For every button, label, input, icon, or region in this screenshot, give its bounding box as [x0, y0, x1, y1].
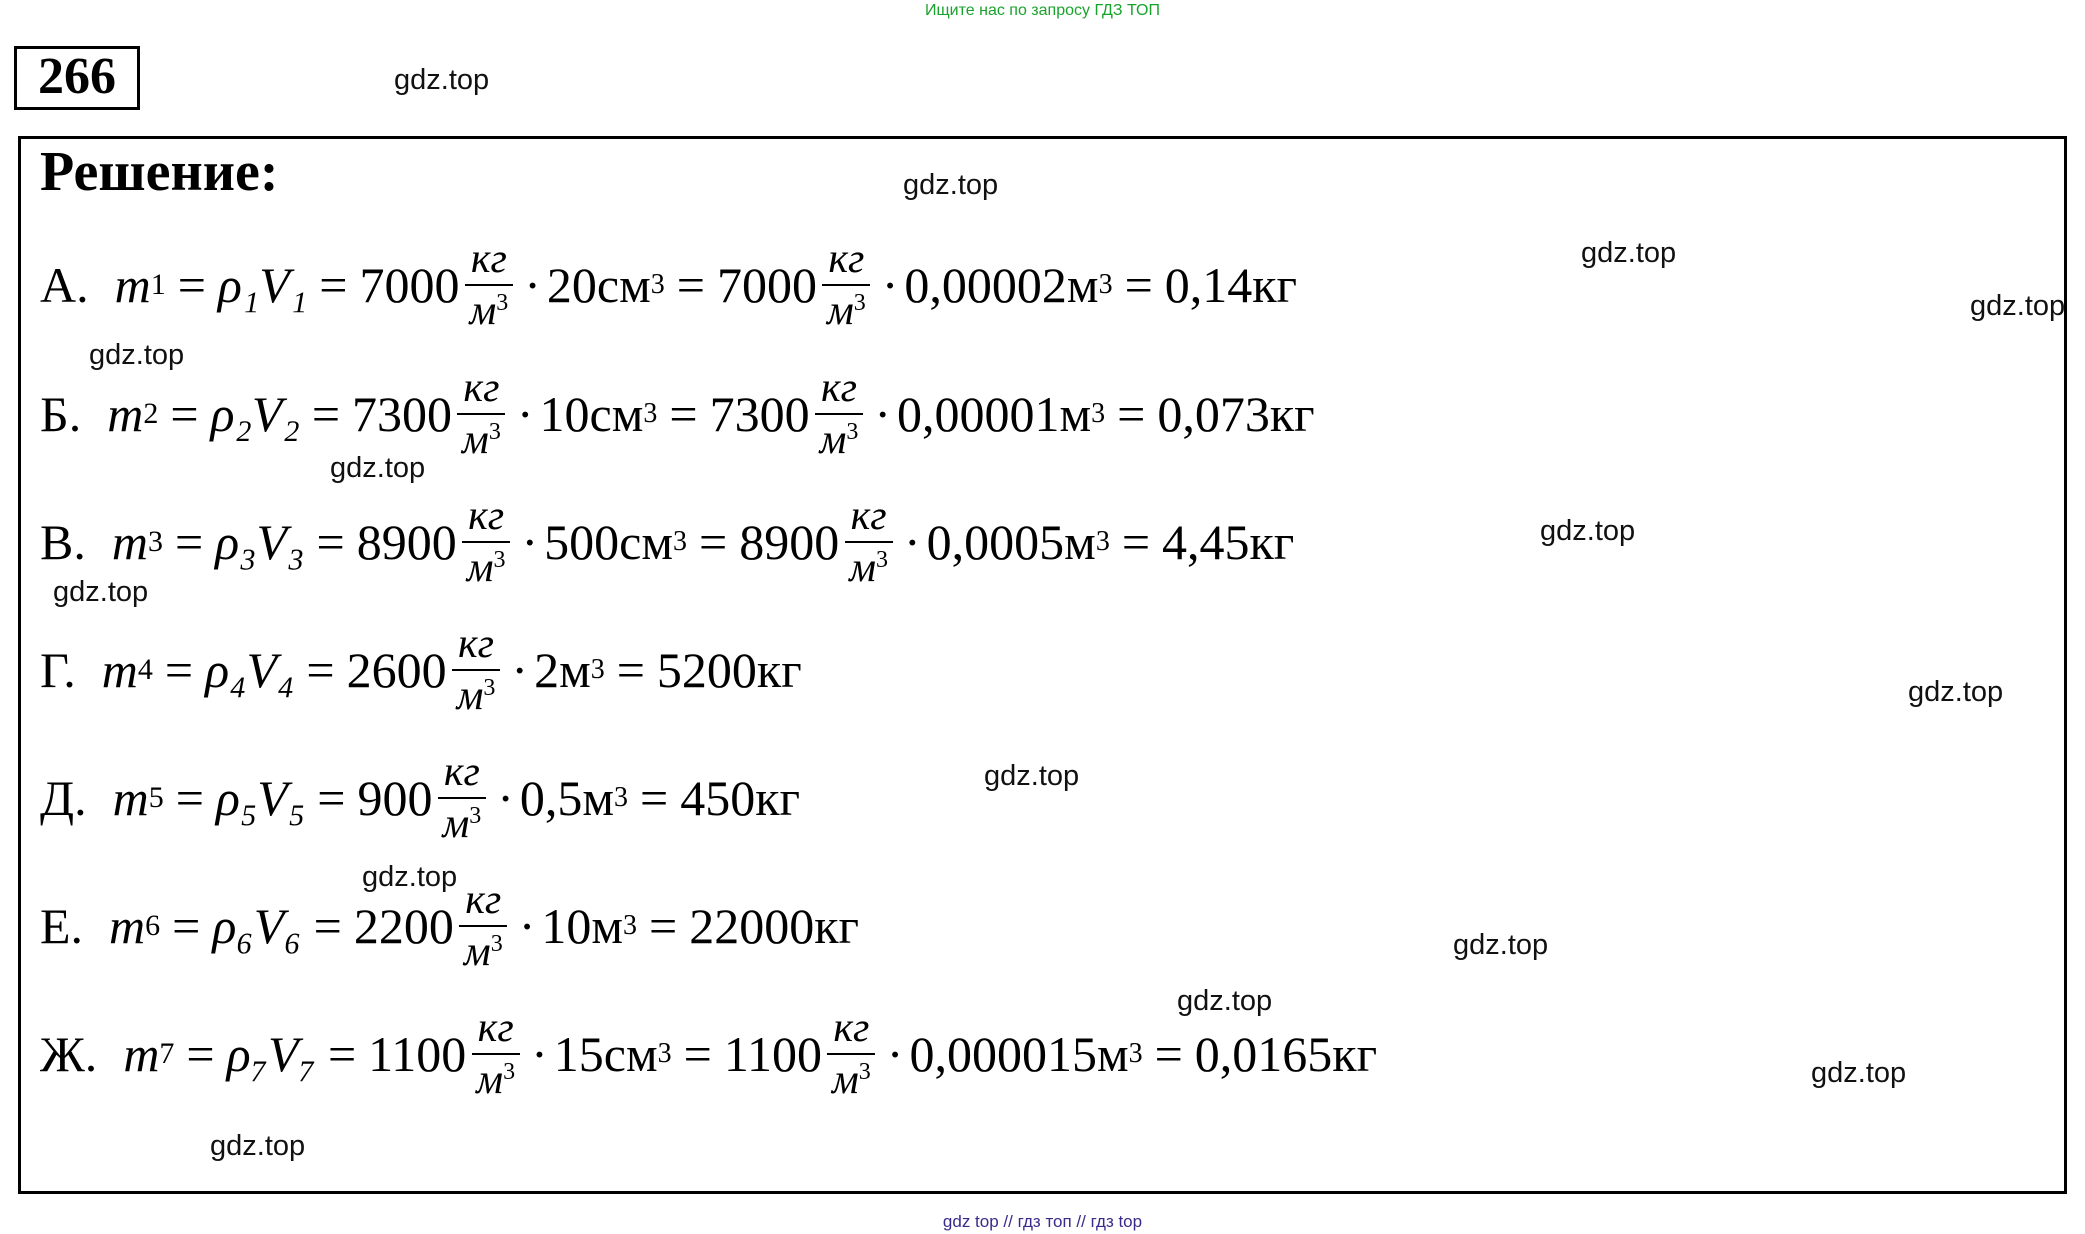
density-value: 2200: [353, 898, 454, 954]
volume-given: 10см: [539, 386, 644, 442]
density-volume-symbol: ρ₃V₃: [215, 514, 305, 570]
volume-exponent: 3: [1128, 1038, 1143, 1069]
unit-denominator-text: м: [849, 545, 877, 591]
solution-line-a: [40, 225, 1297, 345]
unit-numerator: кг: [457, 367, 505, 415]
line-letter: Г.: [40, 642, 76, 698]
density-value: 2600: [346, 642, 447, 698]
mass-index: 3: [147, 525, 163, 558]
volume-given: 10м: [541, 898, 623, 954]
mass-index: 1: [150, 268, 166, 301]
unit-fraction: [814, 367, 865, 461]
volume-si: 0,000015м: [909, 1026, 1129, 1082]
multiply-dot: ·: [518, 898, 536, 954]
mass-result: 5200кг: [656, 642, 802, 698]
mass-result: 0,0165кг: [1194, 1026, 1378, 1082]
watermark: gdz.top: [984, 760, 1080, 792]
volume-exponent: 3: [1095, 526, 1110, 557]
mass-index: 4: [137, 653, 153, 686]
equals-sign: =: [186, 1026, 215, 1082]
mass-symbol: m: [123, 1026, 160, 1082]
watermark: gdz.top: [1540, 515, 1636, 547]
volume-given: 20см: [546, 257, 651, 313]
equals-sign: =: [172, 898, 201, 954]
equals-sign: =: [669, 386, 698, 442]
unit-denominator-text: м: [442, 801, 470, 847]
density-volume-symbol: ρ₁V₁: [217, 257, 308, 313]
unit-numerator: кг: [459, 879, 507, 927]
unit-denominator-text: м: [463, 929, 491, 975]
unit-exponent: 3: [496, 290, 509, 316]
unit-denominator-text: м: [469, 288, 497, 334]
multiply-dot: ·: [881, 257, 899, 313]
volume-si: 0,0005м: [926, 514, 1096, 570]
watermark: gdz.top: [53, 576, 149, 608]
volume-given: 15см: [553, 1026, 658, 1082]
volume-si: 0,00002м: [904, 257, 1099, 313]
unit-exponent: 3: [483, 675, 496, 701]
mass-index: 2: [143, 397, 159, 430]
equals-sign: =: [316, 514, 345, 570]
unit-numerator: кг: [827, 1007, 875, 1055]
unit-fraction: [843, 495, 894, 589]
unit-denominator: [843, 543, 894, 589]
multiply-dot: ·: [511, 642, 529, 698]
unit-exponent: 3: [469, 803, 482, 829]
density-volume-symbol: ρ₇V₇: [226, 1026, 316, 1082]
equals-sign: =: [311, 386, 341, 442]
multiply-dot: ·: [904, 514, 921, 570]
line-letter: В.: [40, 514, 86, 570]
unit-fraction: [436, 751, 487, 845]
unit-denominator: [821, 286, 872, 332]
density-volume-symbol: ρ₆V₆: [212, 898, 302, 954]
equals-sign: =: [616, 642, 645, 698]
equals-sign: =: [170, 386, 199, 442]
volume-exponent: 3: [590, 654, 605, 685]
unit-denominator: [456, 415, 507, 461]
multiply-dot: ·: [516, 386, 534, 442]
equals-sign: =: [699, 514, 728, 570]
watermark: gdz.top: [1581, 237, 1677, 269]
volume-given: 500см: [544, 514, 673, 570]
equals-sign: =: [164, 642, 194, 698]
unit-denominator: [463, 286, 514, 332]
unit-exponent: 3: [493, 547, 506, 573]
line-letter: Д.: [40, 770, 87, 826]
multiply-dot: ·: [531, 1026, 548, 1082]
unit-fraction: [456, 367, 507, 461]
unit-denominator-text: м: [826, 288, 854, 334]
unit-numerator: кг: [822, 238, 870, 286]
volume-exponent: 3: [673, 526, 687, 557]
watermark: gdz.top: [330, 452, 426, 484]
watermark: gdz.top: [394, 64, 490, 96]
watermark: gdz.top: [1177, 985, 1273, 1017]
density-value: 1100: [368, 1026, 467, 1082]
mass-result: 0,14кг: [1164, 257, 1298, 313]
mass-symbol: m: [101, 642, 138, 698]
equals-sign: =: [174, 514, 204, 570]
unit-numerator: кг: [462, 495, 510, 543]
equals-sign: =: [317, 770, 346, 826]
multiply-dot: ·: [524, 257, 541, 313]
equals-sign: =: [175, 770, 204, 826]
equals-sign: =: [1121, 514, 1151, 570]
line-letter: Ж.: [40, 1026, 98, 1082]
volume-given: 0,5м: [519, 770, 615, 826]
task-number: 266: [14, 46, 140, 110]
footer-text: gdz top // гдз топ // гдз top: [942, 1212, 1143, 1231]
unit-denominator: [826, 1055, 877, 1101]
volume-exponent: 3: [643, 398, 658, 429]
multiply-dot: ·: [874, 386, 892, 442]
volume-given: 2м: [534, 642, 591, 698]
mass-result: 450кг: [680, 770, 801, 826]
unit-denominator: [470, 1055, 521, 1101]
line-letter: Е.: [40, 898, 84, 954]
unit-exponent: 3: [853, 290, 866, 316]
unit-denominator-text: м: [466, 545, 494, 591]
unit-fraction: [826, 1007, 877, 1101]
density-volume-symbol: ρ₂V₂: [210, 386, 300, 442]
solution-title: Решение:: [40, 141, 279, 203]
density-volume-symbol: ρ₅V₅: [215, 770, 306, 826]
equals-sign: =: [683, 1026, 712, 1082]
unit-denominator-text: м: [819, 417, 847, 463]
unit-exponent: 3: [846, 419, 859, 445]
top-banner: Ищите нас по запросу ГДЗ ТОП: [925, 2, 1160, 19]
watermark: gdz.top: [1970, 290, 2066, 322]
watermark: gdz.top: [1811, 1057, 1907, 1089]
watermark: gdz.top: [89, 339, 185, 371]
unit-denominator: [814, 415, 865, 461]
volume-exponent: 3: [657, 1038, 672, 1069]
density-value-repeat: 7000: [716, 257, 817, 313]
equals-sign: =: [1117, 386, 1146, 442]
solution-line-v: [40, 482, 1294, 602]
unit-fraction: [821, 238, 872, 332]
unit-numerator: кг: [845, 495, 893, 543]
watermark: gdz.top: [1908, 676, 2004, 708]
line-letter: Б.: [40, 386, 82, 442]
mass-index: 5: [148, 781, 164, 814]
unit-exponent: 3: [858, 1059, 871, 1085]
multiply-dot: ·: [497, 770, 514, 826]
unit-exponent: 3: [488, 419, 501, 445]
density-value-repeat: 7300: [709, 386, 810, 442]
unit-numerator: кг: [815, 367, 863, 415]
unit-exponent: 3: [876, 547, 889, 573]
mass-symbol: m: [111, 514, 148, 570]
multiply-dot: ·: [886, 1026, 904, 1082]
watermark: gdz.top: [362, 861, 458, 893]
watermark: gdz.top: [903, 169, 999, 201]
mass-symbol: m: [112, 770, 149, 826]
equals-sign: =: [648, 898, 678, 954]
density-value: 7300: [352, 386, 453, 442]
mass-result: 0,073кг: [1157, 386, 1315, 442]
line-letter: А.: [40, 257, 89, 313]
volume-si: 0,00001м: [897, 386, 1092, 442]
equals-sign: =: [640, 770, 669, 826]
unit-numerator: кг: [438, 751, 486, 799]
equals-sign: =: [177, 257, 206, 313]
watermark: gdz.top: [1453, 929, 1549, 961]
unit-denominator-text: м: [831, 1057, 859, 1103]
unit-numerator: кг: [472, 1007, 520, 1055]
equals-sign: =: [327, 1026, 357, 1082]
volume-exponent: 3: [1098, 269, 1113, 300]
unit-numerator: кг: [452, 623, 500, 671]
density-value-repeat: 8900: [739, 514, 840, 570]
equals-sign: =: [313, 898, 342, 954]
mass-symbol: m: [114, 257, 151, 313]
mass-index: 6: [145, 909, 161, 942]
mass-index: 7: [159, 1037, 175, 1070]
density-value-repeat: 1100: [723, 1026, 822, 1082]
unit-fraction: [458, 879, 509, 973]
unit-denominator: [461, 543, 512, 589]
equals-sign: =: [1124, 257, 1153, 313]
unit-denominator-text: м: [456, 673, 484, 719]
unit-fraction: [470, 1007, 521, 1101]
unit-exponent: 3: [490, 931, 503, 957]
volume-exponent: 3: [1091, 398, 1106, 429]
watermark: gdz.top: [210, 1130, 306, 1162]
unit-denominator-text: м: [476, 1057, 504, 1103]
mass-result: 22000кг: [689, 898, 859, 954]
unit-fraction: [463, 238, 514, 332]
unit-numerator: кг: [465, 238, 513, 286]
equals-sign: =: [306, 642, 335, 698]
equals-sign: =: [1154, 1026, 1183, 1082]
solution-line-b: [40, 354, 1315, 474]
unit-exponent: 3: [503, 1059, 516, 1085]
density-value: 7000: [359, 257, 460, 313]
multiply-dot: ·: [521, 514, 539, 570]
unit-denominator-text: м: [462, 417, 489, 463]
mass-result: 4,45кг: [1162, 514, 1295, 570]
density-value: 900: [357, 770, 433, 826]
equals-sign: =: [676, 257, 705, 313]
volume-exponent: 3: [622, 910, 637, 941]
volume-exponent: 3: [650, 269, 665, 300]
solution-line-d: [40, 738, 800, 858]
unit-denominator: [458, 927, 509, 973]
density-value: 8900: [356, 514, 457, 570]
density-volume-symbol: ρ₄V₄: [205, 642, 295, 698]
unit-fraction: [451, 623, 502, 717]
solution-line-g: [40, 610, 802, 730]
unit-fraction: [461, 495, 512, 589]
equals-sign: =: [319, 257, 348, 313]
volume-exponent: 3: [614, 782, 629, 813]
mass-symbol: m: [107, 386, 144, 442]
mass-symbol: m: [109, 898, 146, 954]
unit-denominator: [451, 671, 502, 717]
unit-denominator: [436, 799, 487, 845]
